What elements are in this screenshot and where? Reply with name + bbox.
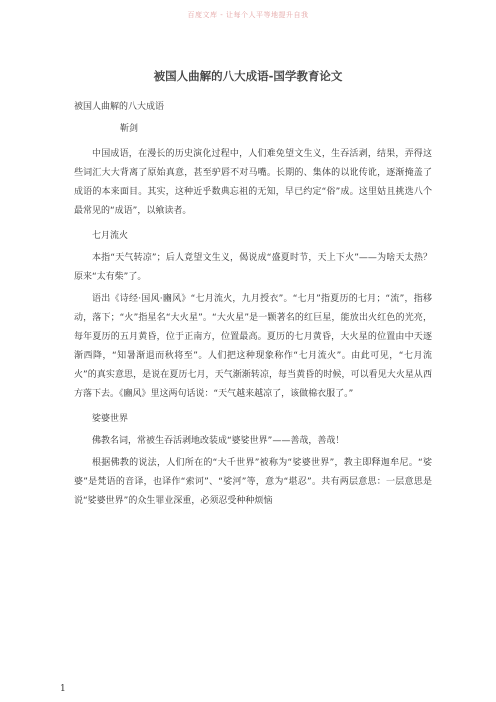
document-body bbox=[74, 98, 432, 511]
document-subtitle: 被国人曲解的八大成语 bbox=[74, 102, 165, 112]
page-number: 1 bbox=[60, 684, 66, 694]
paragraph: 佛教名词，常被生吞活剥地改装成“婆娑世界”——善哉，善哉！ bbox=[92, 436, 345, 446]
paragraph: 根据佛教的说法，人们所在的“大千世界”被称为“娑婆世界”，教主即释迦牟尼。“娑婆”是梵语的音译，也译作“索诃”、“娑河”等，意为“堪忍”。共有两层意思：一层意思是说“娑婆世界”的众生罪业深重，必须忍受种种烦恼 bbox=[74, 458, 432, 506]
paragraph: 语出《诗经·国风·豳风》“七月流火，九月授衣”。“七月”指夏历的七月；“流”，指移动，落下；“火”指星名“大火星”。“大火星”是一颗著名的红巨星，能放出火红色的光亮，每年夏历的五月黄昏，位于正南方，位置最高。夏历的七月黄昏，大火星的位置由中天逐渐西降，“知暑渐退而秋将至”。人们把这种现象称作“七月流火”。由此可见，“七月流火”的真实意思，是说在夏历七月，天气渐渐转凉，每当黄昏的时候，可以看见大火星从西方落下去。《豳风》里这两句话说：“天气越来越凉了，该做棉衣服了。” bbox=[74, 294, 432, 399]
header-watermark: 百度文库 - 让每个人平等地提升自我 bbox=[187, 11, 309, 19]
document-title: 被国人曲解的八大成语-国学教育论文 bbox=[153, 69, 343, 83]
author-line: 靳剑 bbox=[120, 124, 139, 134]
section-heading: 七月流火 bbox=[92, 231, 129, 241]
section-heading: 娑婆世界 bbox=[92, 414, 129, 424]
paragraph: 中国成语，在漫长的历史演化过程中，人们难免望文生义，生吞活剥，结果，弄得这些词汇大大背离了原始真意，甚至驴唇不对马嘴。长期的、集体的以讹传讹，逐渐掩盖了成语的本来面目。其实，这种近乎数典忘祖的无知，早已约定“俗”成。这里姑且挑选八个最常见的“成语”，以飨读者。 bbox=[74, 149, 432, 216]
paragraph: 本指“天气转凉”；后人竟望文生义，偈说成“盛夏时节，天上下火”——为啥天太热？原来“太有柴”了。 bbox=[74, 253, 432, 282]
